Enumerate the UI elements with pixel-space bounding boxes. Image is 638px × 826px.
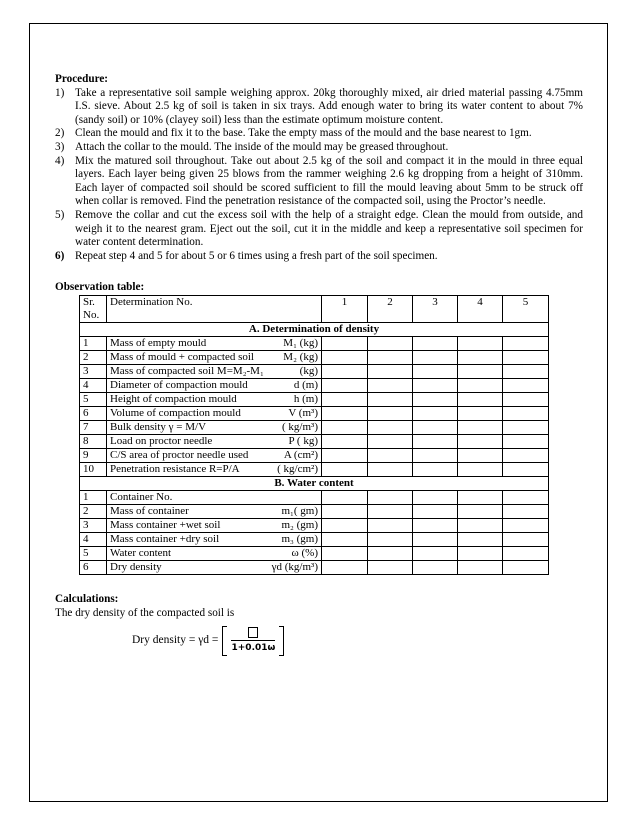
step-number: 6) <box>55 249 65 262</box>
description-cell <box>107 504 322 518</box>
table-row <box>80 490 549 504</box>
entry-cell[interactable] <box>503 532 549 546</box>
entry-cell[interactable] <box>503 504 549 518</box>
row-description: Mass of container <box>110 504 189 517</box>
entry-cell[interactable] <box>413 434 458 448</box>
sr-cell: 8 <box>80 434 107 448</box>
entry-cell[interactable] <box>368 392 413 406</box>
row-unit: m₁( gm) <box>281 504 318 517</box>
entry-cell[interactable] <box>413 364 458 378</box>
entry-cell[interactable] <box>458 392 503 406</box>
entry-cell[interactable] <box>413 490 458 504</box>
description-cell <box>107 350 322 364</box>
entry-cell[interactable] <box>368 434 413 448</box>
row-unit: P ( kg) <box>288 434 318 447</box>
sr-cell: 1 <box>80 490 107 504</box>
document-content <box>55 73 583 656</box>
row-description: Volume of compaction mould <box>110 406 241 419</box>
table-row <box>80 462 549 476</box>
row-description: Diameter of compaction mould <box>110 378 248 391</box>
entry-cell[interactable] <box>413 420 458 434</box>
entry-cell[interactable] <box>413 350 458 364</box>
entry-cell[interactable] <box>368 490 413 504</box>
entry-cell[interactable] <box>503 518 549 532</box>
entry-cell[interactable] <box>458 462 503 476</box>
entry-cell[interactable] <box>458 378 503 392</box>
entry-cell[interactable] <box>413 448 458 462</box>
entry-cell[interactable] <box>413 462 458 476</box>
step-text: Attach the collar to the mould. The inside of the mould may be greased throughout. <box>75 140 449 153</box>
table-row <box>80 350 549 364</box>
entry-cell[interactable] <box>322 434 368 448</box>
formula-lhs: Dry density = γd = <box>132 634 219 647</box>
sr-cell: 9 <box>80 448 107 462</box>
entry-cell[interactable] <box>368 532 413 546</box>
row-description: Height of compaction mould <box>110 392 237 405</box>
sr-cell: 6 <box>80 406 107 420</box>
table-row <box>80 420 549 434</box>
entry-cell[interactable] <box>458 420 503 434</box>
entry-cell[interactable] <box>322 462 368 476</box>
entry-cell[interactable] <box>458 336 503 350</box>
col-header: 4 <box>458 295 503 322</box>
entry-cell[interactable] <box>413 378 458 392</box>
step-text: Mix the matured soil throughout. Take out about 2.5 kg of the soil and compact it in the mould in three equal layers. Each layer being given 25 blows from the rammer weighing 2.6 kg dropping from a height of 310mm. Each layer of compacted soil should be scored sufficient to fill the mould leaving about 5mm to be struck off when collar is removed. Find the penetration resistance of the compacted soil, using the Proctor’s needle. <box>75 154 583 208</box>
entry-cell[interactable] <box>368 420 413 434</box>
table-row <box>80 546 549 560</box>
description-cell <box>107 406 322 420</box>
calculations-heading: Calculations: <box>55 592 119 605</box>
description-cell <box>107 532 322 546</box>
sr-cell: 3 <box>80 364 107 378</box>
entry-cell[interactable] <box>413 336 458 350</box>
sr-cell: 4 <box>80 532 107 546</box>
entry-cell[interactable] <box>368 364 413 378</box>
entry-cell[interactable] <box>322 546 368 560</box>
table-row <box>80 336 549 350</box>
sr-cell: 4 <box>80 378 107 392</box>
row-unit: h (m) <box>293 392 318 405</box>
row-description: Mass of empty mould <box>110 336 207 349</box>
sr-cell: 6 <box>80 560 107 574</box>
step-text: Repeat step 4 and 5 for about 5 or 6 times using a fresh part of the soil specimen. <box>75 249 438 262</box>
entry-cell[interactable] <box>322 392 368 406</box>
description-cell <box>107 378 322 392</box>
step-number: 2) <box>55 127 65 140</box>
entry-cell[interactable] <box>458 504 503 518</box>
entry-cell[interactable] <box>368 406 413 420</box>
row-description: Penetration resistance R=P/A <box>110 462 240 475</box>
description-cell <box>107 364 322 378</box>
entry-cell[interactable] <box>503 406 549 420</box>
entry-cell[interactable] <box>503 490 549 504</box>
entry-cell[interactable] <box>413 532 458 546</box>
description-cell <box>107 420 322 434</box>
row-unit: (kg) <box>299 364 318 377</box>
step-text: Remove the collar and cut the excess soil with the help of a straight edge. Clean the mould from outside, and weigh it to the nearest gram. Eject out the soil, cut it in the middle and keep a representative soil specimen for water content determination. <box>75 208 583 249</box>
row-unit: m₃ (gm) <box>281 532 318 545</box>
entry-cell[interactable] <box>458 434 503 448</box>
procedure-step <box>55 155 583 209</box>
entry-cell[interactable] <box>503 546 549 560</box>
sr-cell: 7 <box>80 420 107 434</box>
procedure-step <box>55 127 583 141</box>
entry-cell[interactable] <box>322 560 368 574</box>
entry-cell[interactable] <box>322 518 368 532</box>
table-row <box>80 448 549 462</box>
row-description: Mass container +dry soil <box>110 532 220 545</box>
table-row <box>80 434 549 448</box>
procedure-steps <box>55 87 583 264</box>
entry-cell[interactable] <box>503 448 549 462</box>
table-row <box>80 364 549 378</box>
row-description: Bulk density γ = M/V <box>110 420 207 433</box>
entry-cell[interactable] <box>368 462 413 476</box>
entry-cell[interactable] <box>503 378 549 392</box>
entry-cell[interactable] <box>413 406 458 420</box>
table-row <box>80 560 549 574</box>
row-unit: ( kg/cm²) <box>277 462 318 475</box>
entry-cell[interactable] <box>413 392 458 406</box>
row-unit: ω (%) <box>291 546 318 559</box>
entry-cell[interactable] <box>368 504 413 518</box>
col-header: 3 <box>413 295 458 322</box>
entry-cell[interactable] <box>322 336 368 350</box>
entry-cell[interactable] <box>458 448 503 462</box>
entry-cell[interactable] <box>503 350 549 364</box>
row-unit: M₁ (kg) <box>283 336 318 349</box>
entry-cell[interactable] <box>458 546 503 560</box>
entry-cell[interactable] <box>322 406 368 420</box>
row-unit: m₂ (gm) <box>281 518 318 531</box>
entry-cell[interactable] <box>413 518 458 532</box>
entry-cell[interactable] <box>503 560 549 574</box>
col-header: 1 <box>322 295 368 322</box>
dry-density-formula <box>132 626 583 656</box>
entry-cell[interactable] <box>503 434 549 448</box>
description-cell <box>107 448 322 462</box>
entry-cell[interactable] <box>322 378 368 392</box>
entry-cell[interactable] <box>458 406 503 420</box>
row-description: Dry density <box>110 560 162 573</box>
row-description: Container No. <box>110 490 173 503</box>
col-header: 2 <box>368 295 413 322</box>
row-description: Load on proctor needle <box>110 434 213 447</box>
entry-cell[interactable] <box>413 560 458 574</box>
entry-cell[interactable] <box>368 350 413 364</box>
step-text: Take a representative soil sample weighing approx. 20kg thoroughly mixed, air dried material passing 4.75mm I.S. sieve. About 2.5 kg of soil is taken in six trays. Add enough water to bring its water content to about 7% (sandy soil) or 10% (clayey soil) less than the estimate optimum moisture content. <box>75 86 583 126</box>
description-cell <box>107 490 322 504</box>
description-cell <box>107 392 322 406</box>
entry-cell[interactable] <box>368 560 413 574</box>
entry-cell[interactable] <box>503 462 549 476</box>
section-row <box>80 322 549 336</box>
row-description: Mass container +wet soil <box>110 518 221 531</box>
sr-cell: 2 <box>80 504 107 518</box>
sr-cell: 3 <box>80 518 107 532</box>
entry-cell[interactable] <box>322 350 368 364</box>
description-cell <box>107 560 322 574</box>
sr-cell: 10 <box>80 462 107 476</box>
table-row <box>80 518 549 532</box>
entry-cell[interactable] <box>503 392 549 406</box>
row-description: C/S area of proctor needle used <box>110 448 249 461</box>
row-unit: d (m) <box>293 378 318 391</box>
table-row <box>80 504 549 518</box>
entry-cell[interactable] <box>503 336 549 350</box>
entry-cell[interactable] <box>458 560 503 574</box>
entry-cell[interactable] <box>413 546 458 560</box>
row-unit: A (cm²) <box>283 448 318 461</box>
table-row <box>80 392 549 406</box>
entry-cell[interactable] <box>368 378 413 392</box>
sr-cell: 1 <box>80 336 107 350</box>
table-row <box>80 406 549 420</box>
entry-cell[interactable] <box>458 364 503 378</box>
observation-table <box>79 295 549 575</box>
determination-header: Determination No. <box>107 295 322 322</box>
description-cell <box>107 462 322 476</box>
entry-cell[interactable] <box>413 504 458 518</box>
formula-fraction <box>227 626 279 656</box>
step-number: 3) <box>55 140 65 153</box>
table-header-row <box>80 295 549 322</box>
entry-cell[interactable] <box>503 420 549 434</box>
row-unit: ( kg/m³) <box>282 420 318 433</box>
observation-heading: Observation table: <box>55 281 145 294</box>
row-unit: V (m³) <box>288 406 318 419</box>
row-description: Mass of mould + compacted soil <box>110 350 254 363</box>
entry-cell[interactable] <box>322 364 368 378</box>
step-number: 5) <box>55 208 65 221</box>
sr-cell: 5 <box>80 392 107 406</box>
entry-cell[interactable] <box>322 490 368 504</box>
description-cell <box>107 434 322 448</box>
row-unit: M₂ (kg) <box>283 350 318 363</box>
section-title: B. Water content <box>80 476 549 490</box>
entry-cell[interactable] <box>322 532 368 546</box>
procedure-step <box>55 250 583 264</box>
sr-cell: 5 <box>80 546 107 560</box>
step-number: 1) <box>55 86 65 99</box>
table-row <box>80 378 549 392</box>
description-cell <box>107 518 322 532</box>
description-cell <box>107 336 322 350</box>
procedure-heading: Procedure: <box>55 73 109 85</box>
entry-cell[interactable] <box>322 504 368 518</box>
entry-cell[interactable] <box>458 518 503 532</box>
description-cell <box>107 546 322 560</box>
col-header: 5 <box>503 295 549 322</box>
entry-cell[interactable] <box>368 336 413 350</box>
row-unit: γd (kg/m³) <box>271 560 318 573</box>
missing-glyph-box <box>248 627 258 638</box>
entry-cell[interactable] <box>503 364 549 378</box>
formula-bracket <box>222 626 284 656</box>
entry-cell[interactable] <box>368 448 413 462</box>
step-text: Clean the mould and fix it to the base. Take the empty mass of the mould and the base nearest to 1gm. <box>75 127 532 140</box>
entry-cell[interactable] <box>458 350 503 364</box>
entry-cell[interactable] <box>322 420 368 434</box>
row-description: Mass of compacted soil M=M₂-M₁ <box>110 364 264 377</box>
section-title: A. Determination of density <box>80 322 549 336</box>
procedure-step <box>55 87 583 128</box>
procedure-step <box>55 209 583 250</box>
row-description: Water content <box>110 546 172 559</box>
entry-cell[interactable] <box>458 490 503 504</box>
procedure-step <box>55 141 583 155</box>
entry-cell[interactable] <box>322 448 368 462</box>
sr-cell: 2 <box>80 350 107 364</box>
entry-cell[interactable] <box>368 546 413 560</box>
table-row <box>80 532 549 546</box>
entry-cell[interactable] <box>368 518 413 532</box>
section-row <box>80 476 549 490</box>
calculations-text: The dry density of the compacted soil is <box>55 606 235 619</box>
step-number: 4) <box>55 154 65 167</box>
entry-cell[interactable] <box>458 532 503 546</box>
formula-denominator: 1+0.01ω <box>231 643 276 654</box>
sr-no-header: Sr. No. <box>80 295 107 322</box>
